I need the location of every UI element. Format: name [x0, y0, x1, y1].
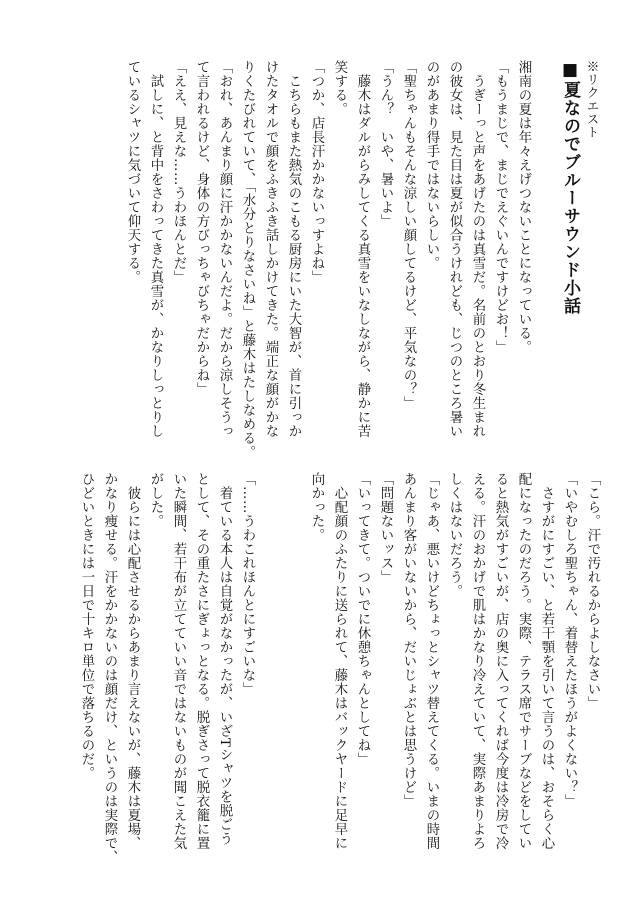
text-line: 「……うわこれほんとにすごいな」 [240, 472, 255, 696]
text-line: 「いってきて。ついでに休憩ちゃんとしてね」 [355, 472, 370, 766]
text-line: 「つか、店長汗かかないっすよね」 [309, 60, 324, 284]
text-line: の彼女は、見た目は夏が似合うけれども、じつのところ暑い [447, 60, 462, 438]
text-line: ひどいときには一日で十キロ単位で落ちるのだ。 [79, 472, 94, 780]
text-line: のがあまり得手ではないらしい。 [424, 60, 439, 270]
text-line: ると熱気がすごいが、店の奥に入ってくれば今度は冷房で冷 [493, 472, 508, 850]
upper-text-block [121, 60, 604, 460]
text-line: として、その重たさにぎょっとなる。脱ぎさって脱衣籠に置 [194, 472, 209, 850]
text-line: 笑する。 [332, 60, 347, 116]
text-line: かなり痩せる。汗をかかないのは顔だけ、というのは実際で、 [102, 472, 117, 864]
text-line: しくはないだろう。 [447, 472, 462, 598]
text-line: 「うん？ いや、暑いよ」 [378, 60, 393, 228]
text-line: うぎーっと声をあげたのは真雪だ。名前のとおり冬生まれ [470, 60, 485, 438]
text-line: 心配顔のふたりに送られて、藤木はバックヤードに足早に [332, 472, 347, 850]
text-line: 湘南の夏は年々えげつないことになっている。 [516, 60, 531, 354]
text-line: がした。 [148, 472, 163, 528]
text-line: りくたびれていて、「水分とりなさいね」と藤木はたしなめる。 [240, 60, 255, 460]
lower-text-block [75, 472, 604, 872]
text-line: 藤木はダルがらみしてくる真雪をいなしながら、静かに苦 [355, 60, 370, 438]
text-line: 「こら。汗で汚れるからよしなさい」 [585, 472, 600, 710]
text-line: 「おれ、あんまり顔に汗かかないんだよ。だから涼しそうっ [217, 60, 232, 438]
text-line: いた瞬間、若干布が立てていい音ではないものが聞こえた気 [171, 472, 186, 850]
spacer [282, 472, 305, 872]
text-line: 配になったのだろう。実際、テラス席でサーブなどをしてい [516, 472, 531, 850]
text-line: 「じゃあ、悪いけどちょっとシャツ替えてくる。いまの時間 [424, 472, 439, 850]
spacer [259, 472, 282, 872]
text-line: 「もうまじで、まじでえぐいんですけどお！」 [493, 60, 508, 354]
text-line: 「ええ、見えな……うわほんとだ」 [171, 60, 186, 284]
text-line: けたタオルで顔をふきふき話しかけてきた。端正な顔がかな [263, 60, 278, 438]
text-line: て言われるけど、身体の方びっちゃびちゃだからね」 [194, 60, 209, 396]
text-line: える。汗のおかげで肌はかなり冷えていて、実際あまりよろ [470, 472, 485, 850]
text-line: こちらもまた熱気のこもる厨房にいた大智が、首に引っか [286, 60, 301, 438]
story-title: ■夏なのでブルーサウンド小話 [560, 60, 580, 315]
text-line: ているシャツに気づいて仰天する。 [125, 60, 140, 284]
request-note: ※リクエスト [585, 60, 600, 139]
text-line: あんまり客がいないから、だいじょぶとは思うけど」 [401, 472, 416, 808]
text-line: 試しに、と背中をさわってきた真雪が、かなりしっとりし [148, 60, 163, 438]
spacer [535, 60, 558, 460]
text-line: 「いやむしろ聖ちゃん、着替えたほうがよくない？」 [562, 472, 577, 808]
text-line: 「聖ちゃんもそんな涼しい顔してるけど、平気なの？」 [401, 60, 416, 410]
text-line: 彼らには心配させるからあまり言えないが、藤木は夏場、 [125, 472, 140, 850]
text-line: 着ている本人は自覚がなかったが、いざTシャツを脱ごう [217, 472, 232, 846]
text-line: 向かった。 [309, 472, 324, 542]
text-line: さすがにすごい、と若干顎を引いて言うのは、おそらく心 [539, 472, 554, 850]
text-line: 「問題ないッス」 [378, 472, 393, 584]
